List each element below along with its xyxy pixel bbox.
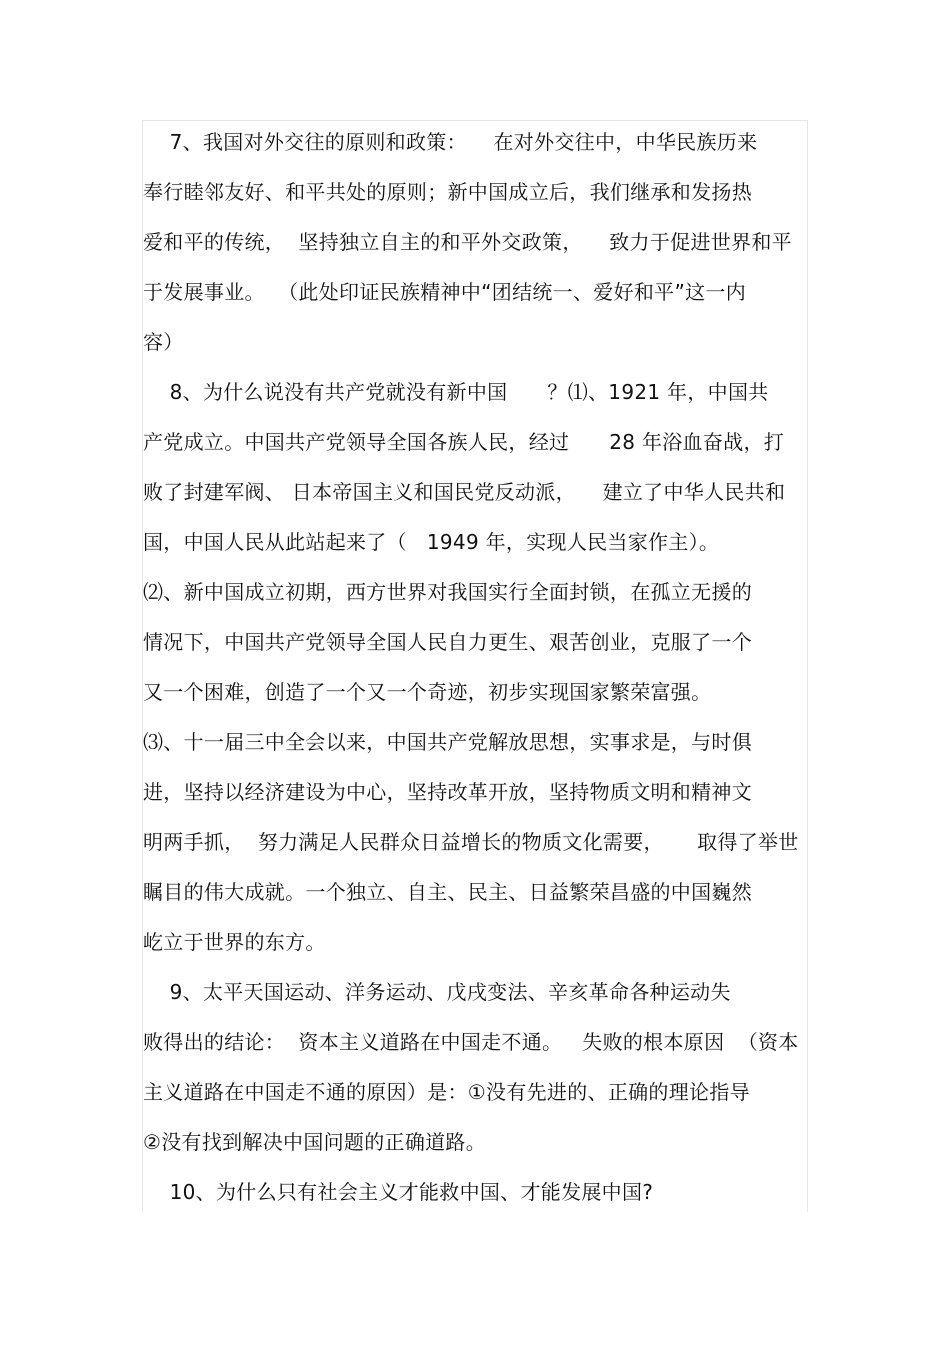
text-line: ⑵、新中国成立初期，西方世界对我国实行全面封锁，在孤立无援的 — [143, 580, 752, 604]
text-line: 国，中国人民从此站起来了（ 1949 年，实现人民当家作主）。 — [143, 530, 720, 554]
text-line: ②没有找到解决中国问题的正确道路。 — [143, 1130, 487, 1154]
text-line: 8、为什么说没有共产党就没有新中国 ？⑴、1921 年，中国共 — [143, 380, 769, 404]
text-line: 奉行睦邻友好、和平共处的原则；新中国成立后，我们继承和发扬热 — [143, 180, 752, 204]
text-line: 10、为什么只有社会主义才能救中国、才能发展中国? — [143, 1180, 654, 1204]
text-line: 进，坚持以经济建设为中心，坚持改革开放，坚持物质文明和精神文 — [143, 780, 752, 804]
text-line: ⑶、十一届三中全会以来，中国共产党解放思想，实事求是，与时俱 — [143, 730, 752, 754]
text-line: 爱和平的传统， 坚持独立自主的和平外交政策， 致力于促进世界和平 — [143, 230, 792, 254]
text-line: 明两手抓， 努力满足人民群众日益增长的物质文化需要， 取得了举世 — [143, 830, 799, 854]
text-line: 容） — [143, 330, 184, 354]
text-line: 瞩目的伟大成就。一个独立、自主、民主、日益繁荣昌盛的中国巍然 — [143, 880, 752, 904]
text-line: 于发展事业。 （此处印证民族精神中“团结统一、爱好和平”这一内 — [143, 280, 747, 304]
text-line: 9、太平天国运动、洋务运动、戊戌变法、辛亥革命各种运动失 — [143, 980, 731, 1004]
text-line: 主义道路在中国走不通的原因）是：①没有先进的、正确的理论指导 — [143, 1080, 750, 1104]
text-line: 产党成立。中国共产党领导全国各族人民，经过 28 年浴血奋战，打 — [143, 430, 785, 454]
top-page-border — [142, 120, 808, 121]
text-line: 败得出的结论： 资本主义道路在中国走不通。 失败的根本原因 （资本 — [143, 1030, 799, 1054]
text-line: 7、我国对外交往的原则和政策： 在对外交往中，中华民族历来 — [143, 130, 758, 154]
text-line: 情况下，中国共产党领导全国人民自力更生、艰苦创业，克服了一个 — [143, 630, 752, 654]
text-line: 败了封建军阀、 日本帝国主义和国民党反动派， 建立了中华人民共和 — [143, 480, 786, 504]
text-line: 屹立于世界的东方。 — [143, 930, 326, 954]
text-line: 又一个困难，创造了一个又一个奇迹，初步实现国家繁荣富强。 — [143, 680, 712, 704]
